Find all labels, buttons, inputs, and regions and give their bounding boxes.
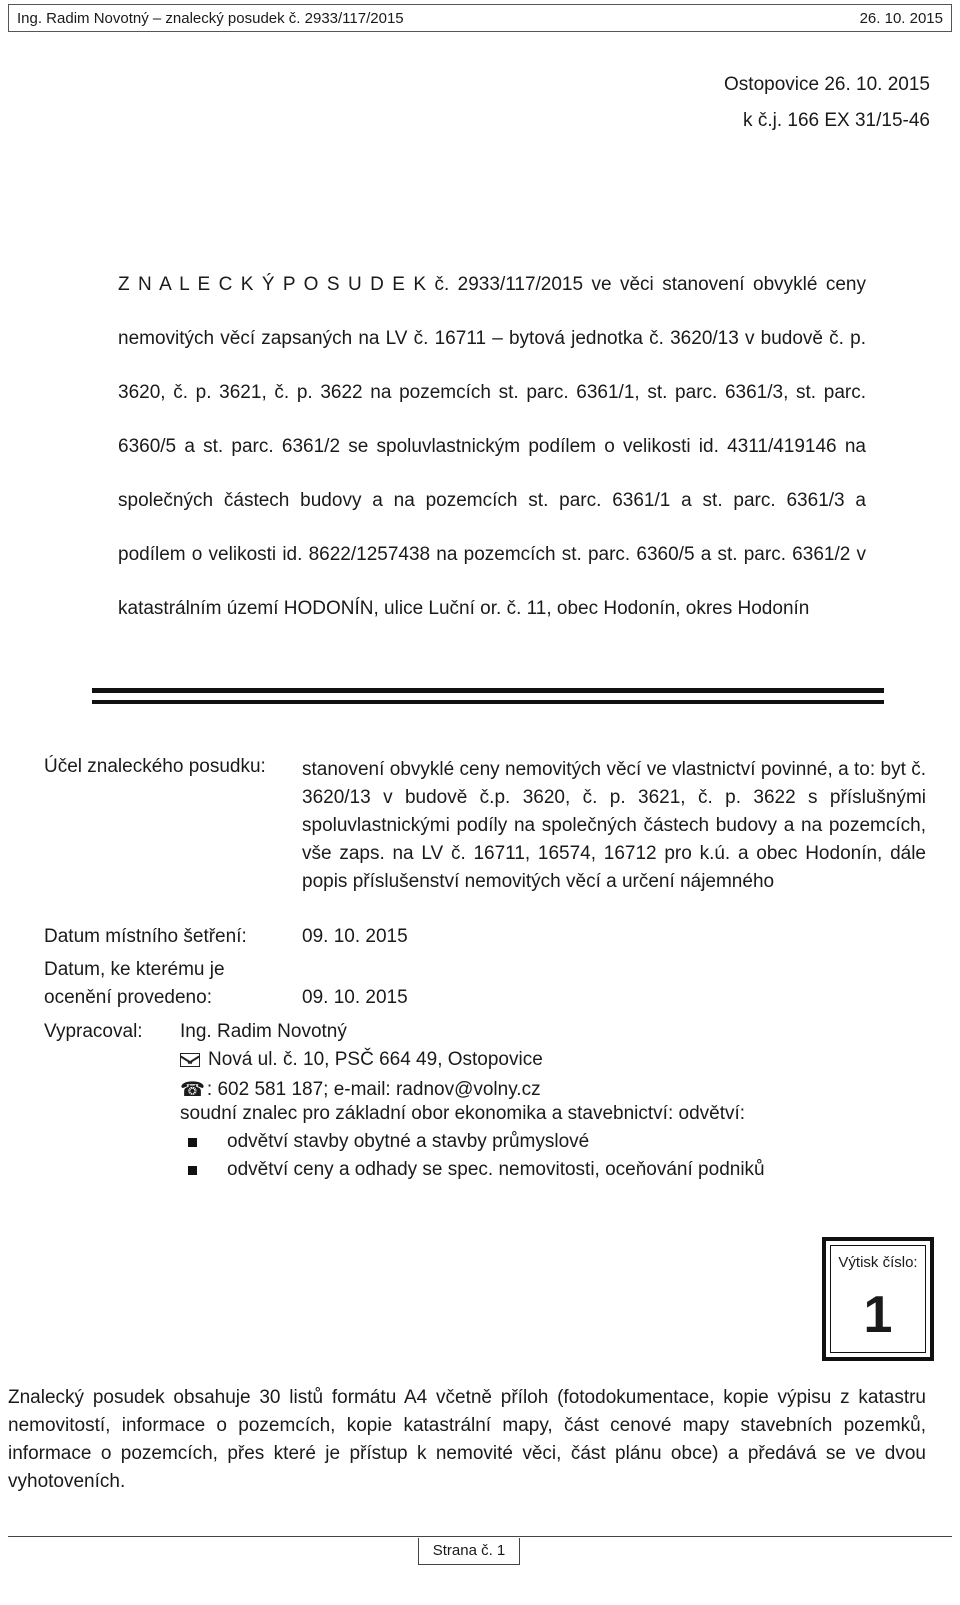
valuation-date: 09. 10. 2015	[302, 987, 408, 1008]
document-title: Z N A L E C K Ý P O S U D E K č. 2933/117/2015 ve věci stanovení obvyklé ceny nemovitých věcí zapsaných na LV č. 16711 – bytová jednotka č. 3620/13 v budově č. p. 3620, č. p. 3621, č. p. 3622 na pozemcích st. parc. 6361/1, st. parc. 6361/3, st. parc. 6360/5 a st. parc. 6361/2 se spoluvlastnickým podílem o velikosti id. 4311/419146 na společných částech budovy a na pozemcích st. parc. 6361/1 a st. parc. 6361/3 a podílem o velikosti id. 8622/1257438 na pozemcích st. parc. 6360/5 a st. parc. 6361/2 v katastrálním území HODONÍN, ulice Luční or. č. 11, obec Hodonín, okres Hodonín	[118, 274, 866, 619]
place-date: Ostopovice 26. 10. 2015	[724, 74, 930, 95]
phone-email-text: : 602 581 187; e-mail: radnov@volny.cz	[206, 1078, 541, 1100]
square-bullet-icon	[188, 1138, 197, 1147]
reference-number: k č.j. 166 EX 31/15-46	[743, 110, 930, 131]
purpose-text: stanovení obvyklé ceny nemovitých věcí ve vlastnictví povinné, a to: byt č. 3620/13 v budově č.p. 3620, č. p. 3621, č. p. 3622 s příslušnými spoluvlastnickými podíly na společných částech budovy a na pozemcích, vše zaps. na LV č. 16711, 16574, 16712 pro k.ú. a obec Hodonín, dále popis příslušenství nemovitých věcí a určení nájemného	[302, 759, 926, 892]
expert-name: Ing. Radim Novotný	[180, 1021, 347, 1042]
inspection-label: Datum místního šetření:	[44, 926, 247, 947]
expertise-text: soudní znalec pro základní obor ekonomika a stavebnictví: odvětví:	[180, 1103, 746, 1124]
phone-email-line	[180, 1077, 541, 1102]
list-item	[188, 1156, 765, 1184]
list-item-text: odvětví ceny a odhady se spec. nemovitosti, oceňování podniků	[227, 1159, 765, 1180]
expertise-fields-list	[188, 1128, 765, 1184]
header-title: Ing. Radim Novotný – znalecký posudek č. 2933/117/2015	[17, 9, 404, 27]
copy-number-box	[822, 1237, 934, 1361]
header-date: 26. 10. 2015	[859, 9, 943, 27]
address-text: Nová ul. č. 10, PSČ 664 49, Ostopovice	[208, 1049, 543, 1070]
divider-thin	[92, 700, 884, 704]
copy-number-box-inner	[830, 1245, 926, 1353]
envelope-icon	[180, 1053, 200, 1067]
square-bullet-icon	[188, 1166, 197, 1175]
page-header	[8, 4, 952, 32]
inspection-date: 09. 10. 2015	[302, 926, 408, 947]
purpose-label: Účel znaleckého posudku:	[44, 756, 266, 777]
prepared-by-label: Vypracoval:	[44, 1021, 143, 1042]
valuation-label-line1: Datum, ke kterému je	[44, 959, 225, 980]
document-scope-note: Znalecký posudek obsahuje 30 listů formátu A4 včetně příloh (fotodokumentace, kopie výpisu z katastru nemovitostí, informace o pozemcích, kopie katastrální mapy, část cenové mapy stavebních pozemků, informace o pozemcích, přes které je přístup k nemovité věci, část plánu obce) a předává se ve dvou vyhotoveních.	[8, 1387, 926, 1492]
copy-number-value: 1	[863, 1286, 893, 1344]
valuation-label-line2: ocenění provedeno:	[44, 987, 212, 1008]
phone-icon: ☎	[180, 1079, 205, 1101]
footer-divider	[8, 1536, 952, 1537]
address-line	[180, 1049, 543, 1071]
list-item	[188, 1128, 765, 1156]
divider-thick	[92, 688, 884, 693]
list-item-text: odvětví stavby obytné a stavby průmyslové	[227, 1131, 590, 1152]
copy-number-label: Výtisk číslo:	[838, 1254, 918, 1271]
page-number: Strana č. 1	[418, 1538, 520, 1565]
